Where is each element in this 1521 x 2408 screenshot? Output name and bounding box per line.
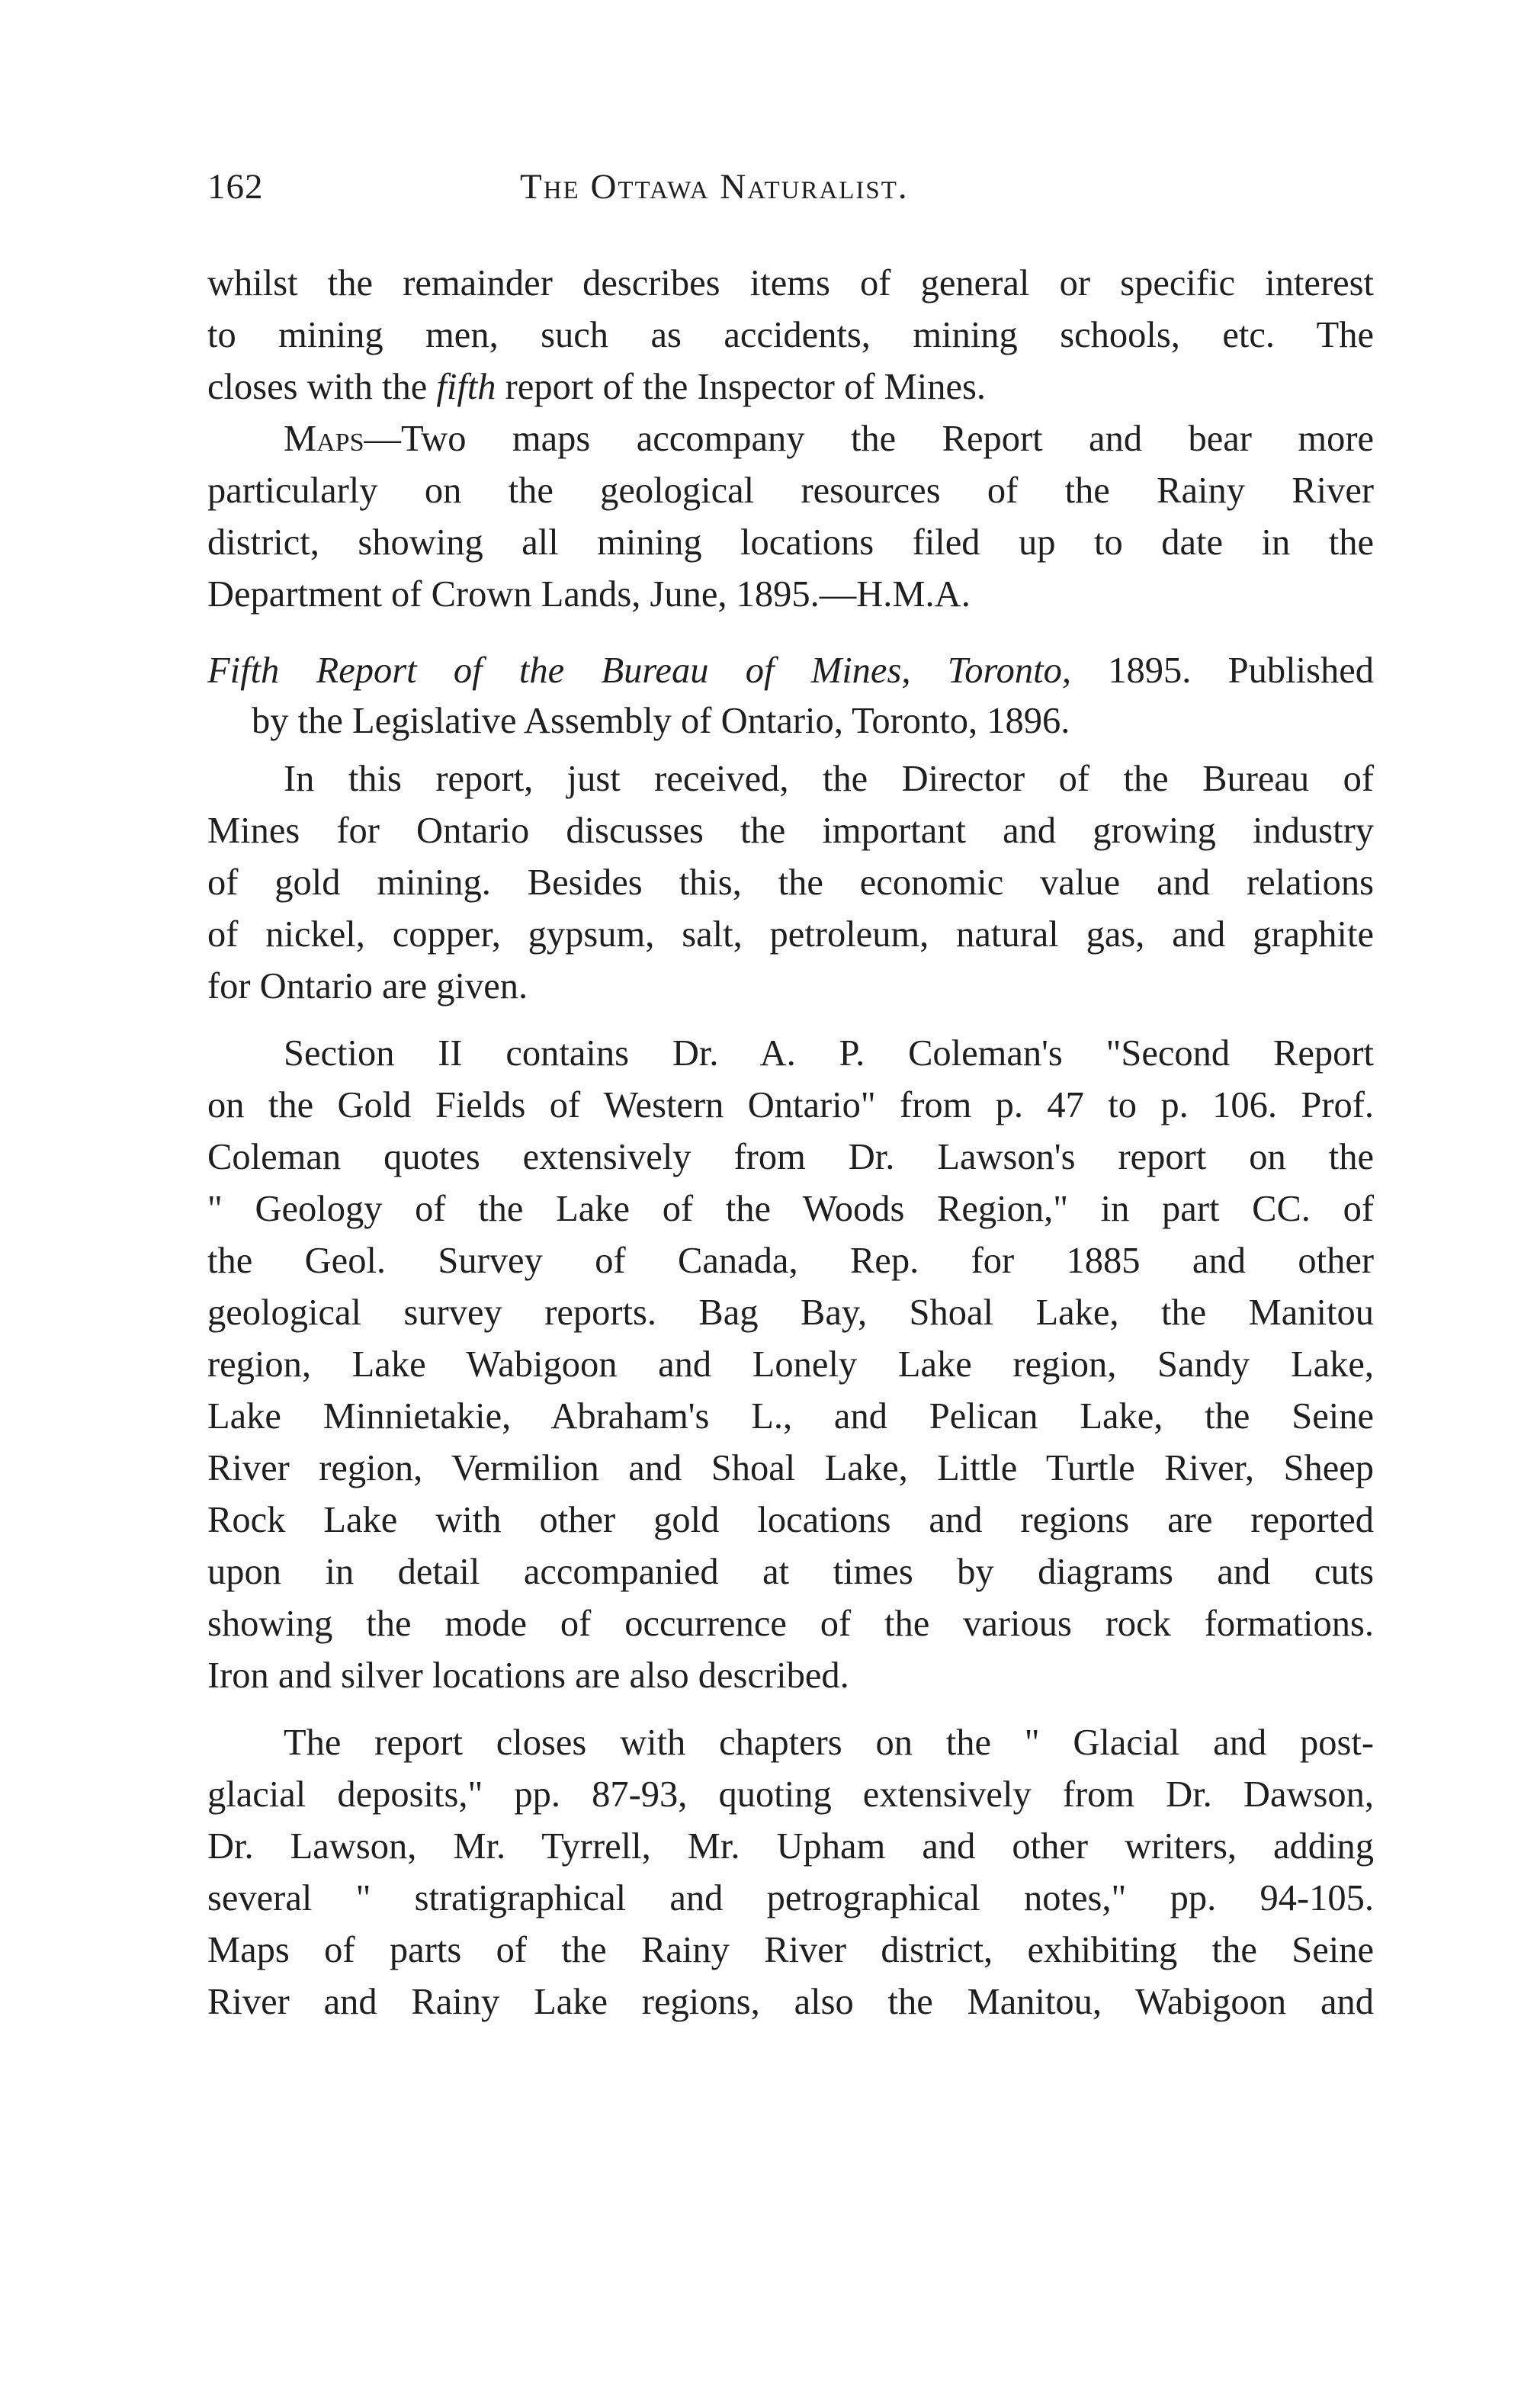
text-line: Coleman quotes extensively from Dr. Lawson's report on the	[207, 1137, 1374, 1177]
citation-title: Fifth Report of the Bureau of Mines, Toronto,	[207, 650, 1071, 691]
text-line: of nickel, copper, gypsum, salt, petroleum, natural gas, and graphite	[207, 914, 1374, 955]
text-run: report of the Inspector of Mines.	[496, 367, 986, 407]
running-title: The Ottawa Naturalist.	[520, 167, 909, 207]
text-line: showing the mode of occurrence of the various rock formations.	[207, 1604, 1374, 1644]
text-line: several " stratigraphical and petrographical notes," pp. 94-105.	[207, 1878, 1374, 1918]
page-number: 162	[207, 167, 264, 207]
text-line	[207, 361, 1374, 413]
text-line: upon in detail accompanied at times by diagrams and cuts	[207, 1552, 1374, 1592]
small-caps-heading: Maps	[284, 419, 364, 459]
italic-text: fifth	[436, 367, 496, 407]
text-line: geological survey reports. Bag Bay, Shoal Lake, the Manitou	[207, 1292, 1374, 1333]
text-line: Iron and silver locations are also described.	[207, 1655, 849, 1696]
text-line: glacial deposits," pp. 87-93, quoting extensively from Dr. Dawson,	[207, 1774, 1374, 1815]
text-line: " Geology of the Lake of the Woods Region," in part CC. of	[207, 1189, 1374, 1229]
text-run: 1895. Published	[1070, 650, 1375, 691]
text-line: Section II contains Dr. A. P. Coleman's "Second Report	[284, 1033, 1374, 1074]
text-line: Mines for Ontario discusses the important and growing industry	[207, 811, 1374, 851]
text-line: The report closes with chapters on the " Glacial and post-	[284, 1723, 1374, 1763]
text-line: Maps of parts of the Rainy River district, exhibiting the Seine	[207, 1930, 1374, 1970]
text-line	[284, 413, 1374, 465]
text-line: region, Lake Wabigoon and Lonely Lake region, Sandy Lake,	[207, 1344, 1374, 1385]
text-line: district, showing all mining locations filed up to date in the	[207, 522, 1374, 563]
text-line: Lake Minnietakie, Abraham's L., and Pelican Lake, the Seine	[207, 1396, 1374, 1437]
text-line: particularly on the geological resources of the Rainy River	[207, 470, 1374, 511]
page-header	[207, 166, 1374, 214]
text-line: of gold mining. Besides this, the economic value and relations	[207, 862, 1374, 903]
text-line: Rock Lake with other gold locations and regions are reported	[207, 1500, 1374, 1540]
text-line: In this report, just received, the Director of the Bureau of	[284, 759, 1374, 799]
text-line	[207, 645, 1374, 697]
text-line: River region, Vermilion and Shoal Lake, Little Turtle River, Sheep	[207, 1448, 1374, 1488]
text-run: —Two maps accompany the Report and bear more	[364, 419, 1374, 459]
text-line: to mining men, such as accidents, mining schools, etc. The	[207, 315, 1374, 355]
text-line: Dr. Lawson, Mr. Tyrrell, Mr. Upham and other writers, adding	[207, 1826, 1374, 1867]
text-line: Department of Crown Lands, June, 1895.—H.M.A.	[207, 574, 971, 615]
text-line: by the Legislative Assembly of Ontario, Toronto, 1896.	[252, 701, 1070, 741]
text-line: for Ontario are given.	[207, 966, 528, 1007]
text-line: on the Gold Fields of Western Ontario" from p. 47 to p. 106. Prof.	[207, 1085, 1374, 1125]
text-line: River and Rainy Lake regions, also the Manitou, Wabigoon and	[207, 1982, 1374, 2022]
text-line: whilst the remainder describes items of general or specific interest	[207, 263, 1374, 303]
text-run: closes with the	[207, 367, 437, 407]
text-line: the Geol. Survey of Canada, Rep. for 1885 and other	[207, 1241, 1374, 1281]
